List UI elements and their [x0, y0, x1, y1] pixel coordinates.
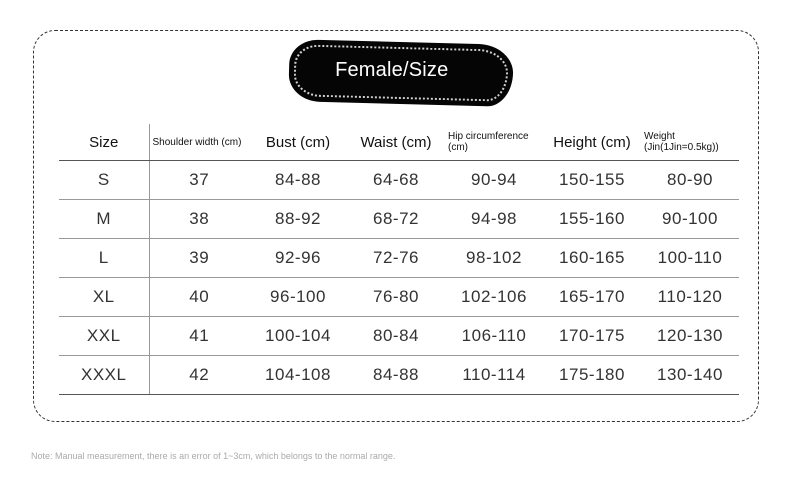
header-hip: Hip circumference (cm) [445, 124, 543, 161]
cell-size: XXXL [59, 356, 149, 395]
cell-height: 160-165 [543, 239, 641, 278]
cell-height: 165-170 [543, 278, 641, 317]
table-row [59, 278, 739, 317]
cell-hip: 106-110 [445, 317, 543, 356]
cell-hip: 102-106 [445, 278, 543, 317]
table-row [59, 200, 739, 239]
cell-weight: 80-90 [641, 161, 739, 200]
cell-bust: 92-96 [249, 239, 347, 278]
title-badge [288, 39, 514, 107]
cell-shoulder: 40 [149, 278, 249, 317]
cell-waist: 68-72 [347, 200, 445, 239]
cell-weight: 110-120 [641, 278, 739, 317]
header-waist: Waist (cm) [347, 124, 445, 161]
chart-title: Female/Size [335, 58, 449, 81]
cell-waist: 84-88 [347, 356, 445, 395]
cell-waist: 72-76 [347, 239, 445, 278]
cell-weight: 120-130 [641, 317, 739, 356]
cell-height: 170-175 [543, 317, 641, 356]
cell-hip: 98-102 [445, 239, 543, 278]
table-header-row [59, 124, 739, 161]
table-row [59, 161, 739, 200]
cell-shoulder: 37 [149, 161, 249, 200]
table-row [59, 317, 739, 356]
cell-waist: 80-84 [347, 317, 445, 356]
cell-height: 155-160 [543, 200, 641, 239]
cell-shoulder: 39 [149, 239, 249, 278]
header-weight: Weight (Jin(1Jin=0.5kg)) [641, 124, 739, 161]
cell-bust: 104-108 [249, 356, 347, 395]
cell-shoulder: 38 [149, 200, 249, 239]
cell-size: M [59, 200, 149, 239]
header-bust: Bust (cm) [249, 124, 347, 161]
table-row [59, 239, 739, 278]
cell-size: S [59, 161, 149, 200]
table-row [59, 356, 739, 395]
cell-bust: 96-100 [249, 278, 347, 317]
header-shoulder-width: Shoulder width (cm) [149, 124, 249, 161]
cell-height: 175-180 [543, 356, 641, 395]
cell-height: 150-155 [543, 161, 641, 200]
measurement-note: Note: Manual measurement, there is an error of 1~3cm, which belongs to the normal range. [31, 451, 396, 461]
cell-weight: 90-100 [641, 200, 739, 239]
cell-size: L [59, 239, 149, 278]
cell-hip: 90-94 [445, 161, 543, 200]
cell-bust: 100-104 [249, 317, 347, 356]
cell-shoulder: 42 [149, 356, 249, 395]
cell-waist: 64-68 [347, 161, 445, 200]
cell-size: XXL [59, 317, 149, 356]
cell-size: XL [59, 278, 149, 317]
cell-hip: 110-114 [445, 356, 543, 395]
header-height: Height (cm) [543, 124, 641, 161]
cell-waist: 76-80 [347, 278, 445, 317]
cell-hip: 94-98 [445, 200, 543, 239]
size-table [59, 124, 739, 395]
header-size: Size [59, 124, 149, 161]
cell-bust: 84-88 [249, 161, 347, 200]
cell-bust: 88-92 [249, 200, 347, 239]
cell-weight: 100-110 [641, 239, 739, 278]
cell-shoulder: 41 [149, 317, 249, 356]
cell-weight: 130-140 [641, 356, 739, 395]
